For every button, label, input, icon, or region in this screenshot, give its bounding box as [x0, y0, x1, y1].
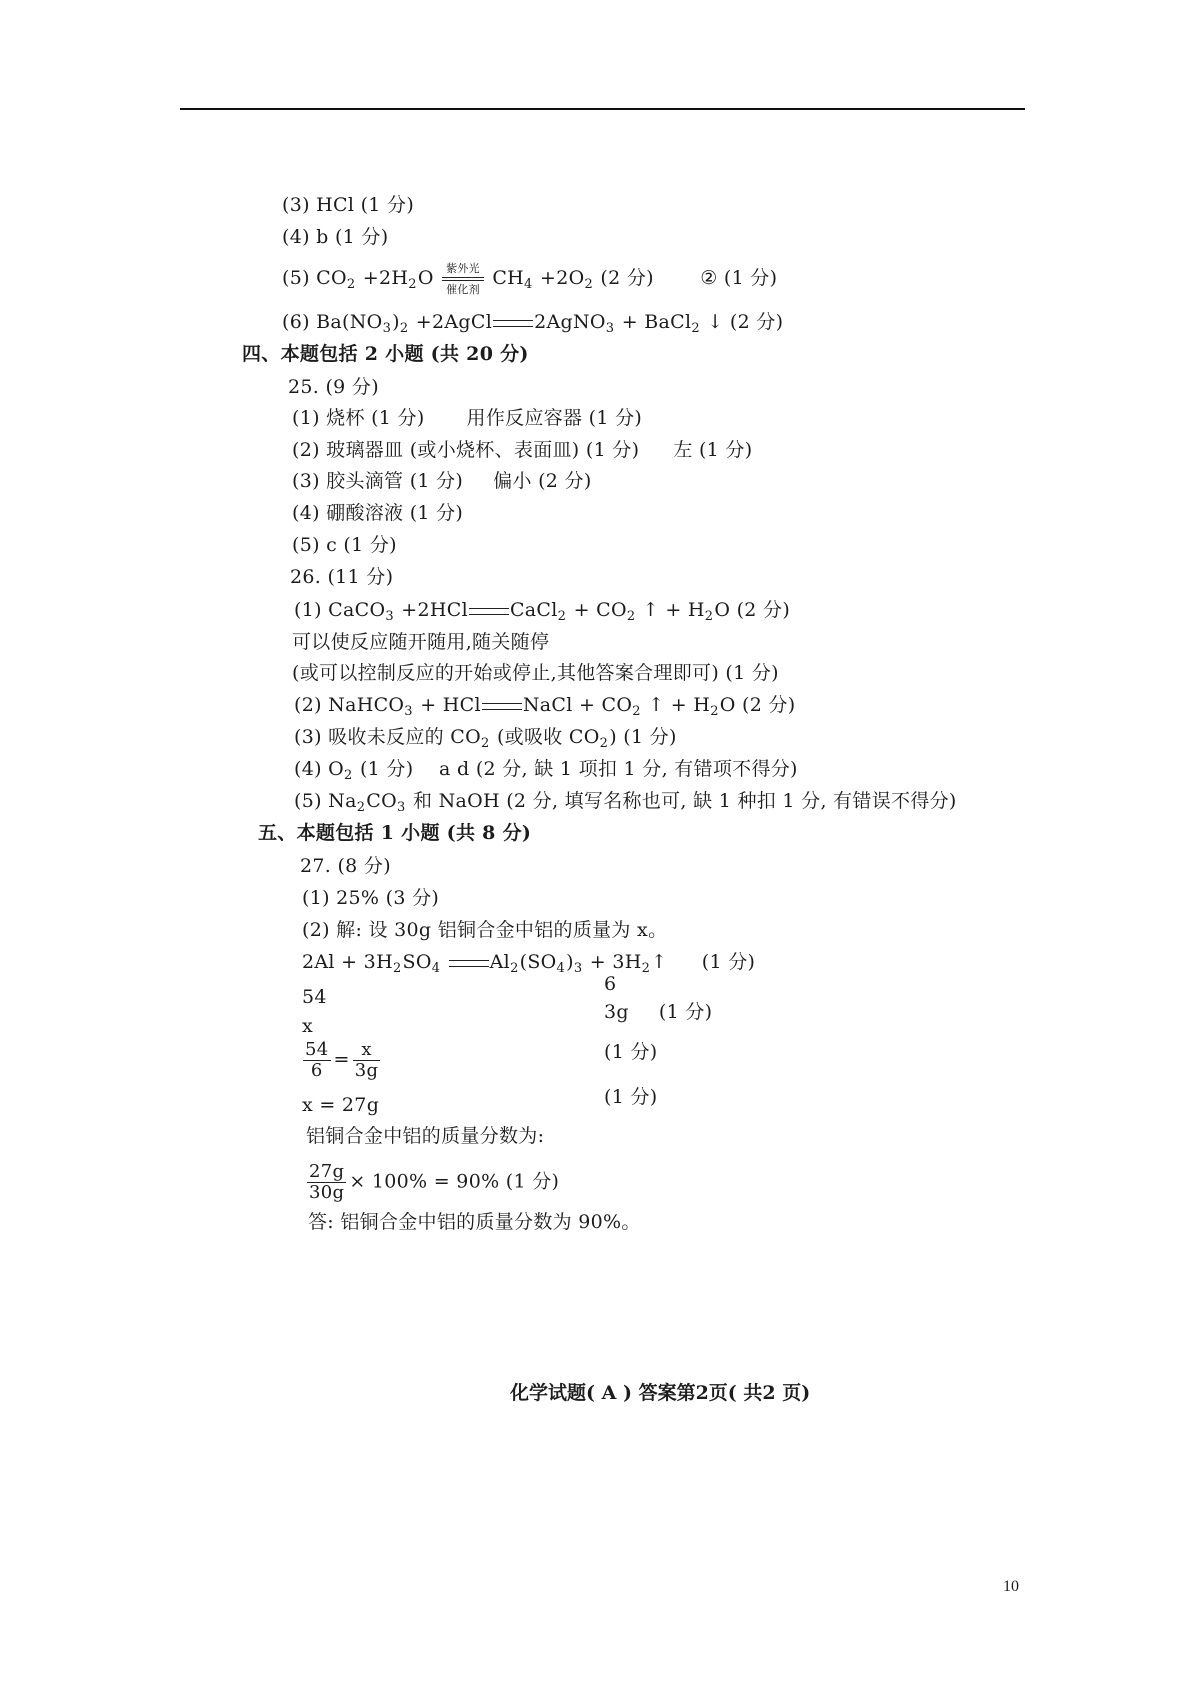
answer-line-5: (5) $CO_2 +2H_2O$ 紫外光 催化剂 $CH_4 +2O_2$ (2 分) ② (1 分) — [282, 262, 778, 296]
answer-line-3: (3) HCl (1 分) — [282, 194, 415, 216]
x-result-score: (1 分) — [604, 1086, 658, 1108]
proportion: $\frac{54}{6}$ = $\frac{x}{3g}$ — [305, 1039, 379, 1081]
q26-line-5: (5) $Na_2CO_3$ 和 NaOH (2 分, 填写名称也可, 缺 1 种扣 1 分, 有错误不得分) — [294, 790, 957, 815]
page-footer: 化学试题( A ) 答案第2页( 共2 页) — [510, 1382, 811, 1404]
percent-calc: $\frac{27g}{30g}$ × 100% = 90% (1 分) — [309, 1161, 560, 1203]
q26-line-4: (4) $O_2$ (1 分) a d (2 分, 缺 1 项扣 1 分, 有错项不得分) — [294, 758, 798, 783]
q27-equation: $2Al + 3H_2SO_4$ $Al_2(SO_4)_3$ + $3H_2↑$ (1 分) — [302, 951, 756, 976]
page-number: 10 — [1003, 1578, 1019, 1595]
q26-note-1: 可以使反应随开随用,随关随停 — [292, 631, 550, 653]
q26-note-2: (或可以控制反应的开始或停止,其他答案合理即可) (1 分) — [292, 662, 779, 684]
q27-line-1: (1) 25% (3 分) — [302, 887, 440, 909]
answer-line-4: (4) b (1 分) — [282, 226, 389, 248]
q25-line-1: (1) 烧杯 (1 分) 用作反应容器 (1 分) — [292, 407, 643, 429]
q26-line-2: (2) NaHCO$_3$ + HCl NaCl + $CO_2$ ↑ + $H_2O$ (2 分) — [294, 694, 796, 719]
q25-title: 25. (9 分) — [288, 376, 379, 398]
q27-line-2: (2) 解: 设 30g 铝铜合金中铝的质量为 x。 — [302, 919, 668, 941]
section4-heading: 四、本题包括 2 小题 (共 20 分) — [242, 343, 529, 365]
ratio-6: 6 — [604, 973, 617, 995]
x-result: x = 27g — [302, 1094, 380, 1116]
header-rule — [180, 108, 1025, 110]
q25-line-2: (2) 玻璃器皿 (或小烧杯、表面皿) (1 分) 左 (1 分) — [292, 439, 753, 461]
final-answer: 答: 铝铜合金中铝的质量分数为 90%。 — [308, 1211, 641, 1233]
ratio-x: x — [302, 1015, 314, 1037]
ratio-54: 54 — [302, 986, 327, 1008]
percent-label: 铝铜合金中铝的质量分数为: — [306, 1125, 545, 1147]
ratio-3g: 3g (1 分) — [604, 1001, 713, 1023]
section5-heading: 五、本题包括 1 小题 (共 8 分) — [258, 822, 532, 844]
q25-line-4: (4) 硼酸溶液 (1 分) — [292, 502, 464, 524]
proportion-score: (1 分) — [604, 1041, 658, 1063]
q26-title: 26. (11 分) — [290, 566, 394, 588]
reaction-condition: 紫外光 催化剂 — [442, 262, 484, 296]
q25-line-5: (5) c (1 分) — [292, 534, 397, 556]
q26-line-1: (1) CaCO$_3$ +2HCl CaCl$_2$ + $CO_2$ ↑ + $H_2O$ (2 分) — [294, 599, 791, 624]
q27-title: 27. (8 分) — [300, 855, 391, 877]
q26-line-3: (3) 吸收未反应的 $CO_2$ (或吸收 $CO_2$) (1 分) — [294, 726, 677, 751]
q25-line-3: (3) 胶头滴管 (1 分) 偏小 (2 分) — [292, 470, 592, 492]
answer-line-6: (6) $Ba(NO_3)_2$ +2AgCl 2AgNO$_3$ + BaCl$_2$ ↓ (2 分) — [282, 311, 784, 336]
